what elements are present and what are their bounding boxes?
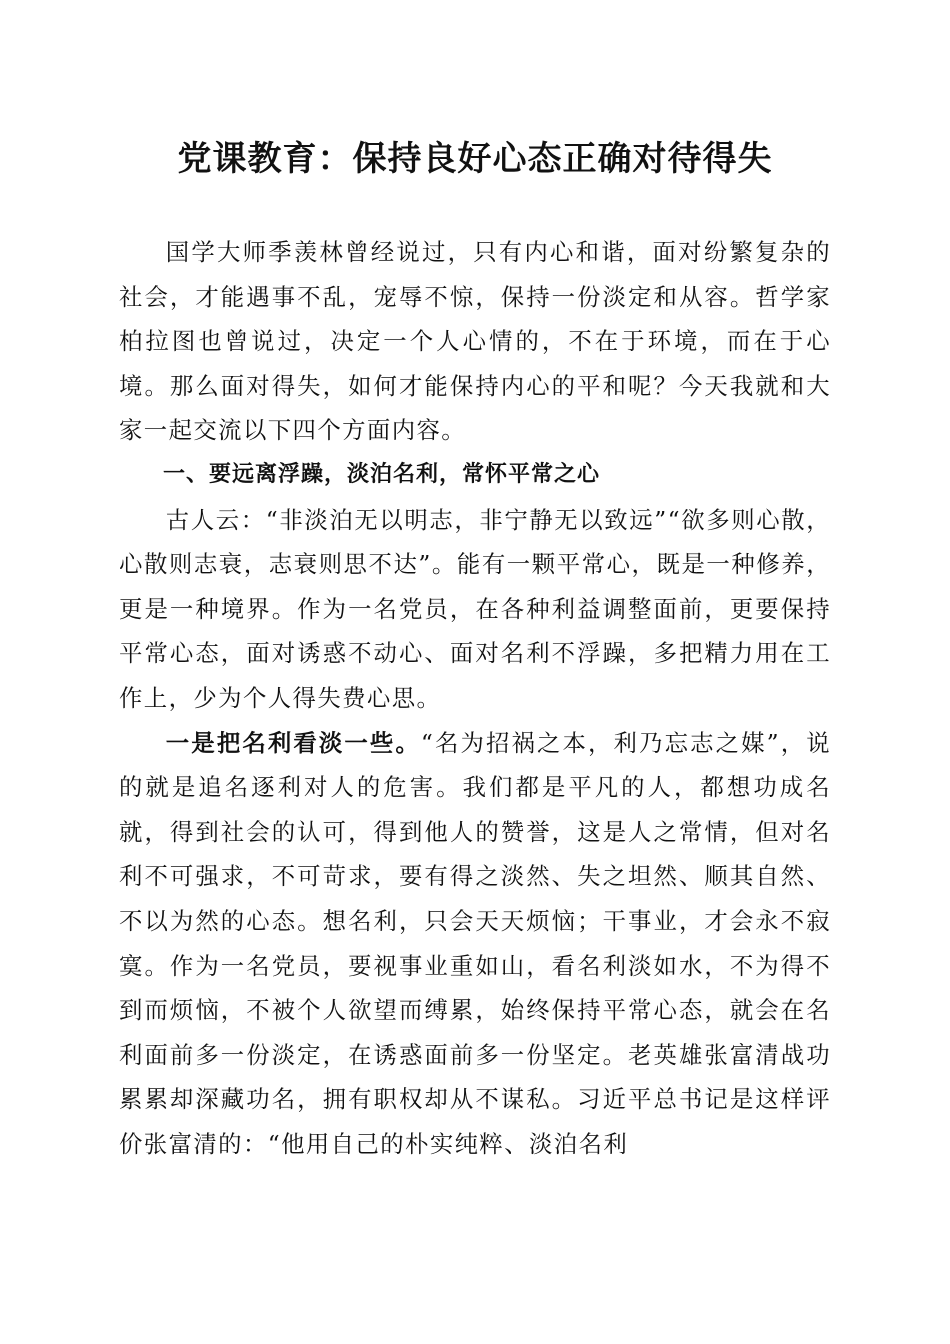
point-1-text: “名为招祸之本，利乃忘志之媒”，说的就是追名逐利对人的危害。我们都是平凡的人，都想功成名就，得到社会的认可，得到他人的赞誉，这是人之常情，但对名利不可强求，不可苛求，要有得之淡然、失之坦然、顺其自然、不以为然的心态。想名利，只会天天烦恼；干事业，才会永不寂寞。作为一名党员，要视事业重如山，看名利淡如水，不为得不到而烦恼，不被个人欲望而缚累，始终保持平常心态，就会在名利面前多一份淡定，在诱惑面前多一份坚定。老英雄张富清战功累累却深藏功名，拥有职权却从不谋私。习近平总书记是这样评价张富清的：“他用自己的朴实纯粹、淡泊名利	[119, 728, 831, 1158]
document-title: 党课教育：保持良好心态正确对待得失	[177, 139, 773, 179]
section-heading-1: 一、要远离浮躁，淡泊名利，常怀平常之心	[163, 461, 601, 487]
section-1-paragraph: 古人云：“非淡泊无以明志，非宁静无以致远”“欲多则心散，心散则志衰，志衰则思不达”。能有一颗平常心，既是一种修养，更是一种境界。作为一名党员，在各种利益调整面前，更要保持平常心态，面对诱惑不动心、面对名利不浮躁，多把精力用在工作上，少为个人得失费心思。	[119, 505, 831, 712]
document-body	[119, 230, 831, 1166]
intro-paragraph: 国学大师季羡林曾经说过，只有内心和谐，面对纷繁复杂的社会，才能遇事不乱，宠辱不惊，保持一份淡定和从容。哲学家柏拉图也曾说过，决定一个人心情的，不在于环境，而在于心境。那么面对得失，如何才能保持内心的平和呢？今天我就和大家一起交流以下四个方面内容。	[119, 238, 831, 445]
point-1-lead: 一是把名利看淡一些。	[165, 728, 421, 757]
point-1-paragraph	[119, 721, 831, 1167]
